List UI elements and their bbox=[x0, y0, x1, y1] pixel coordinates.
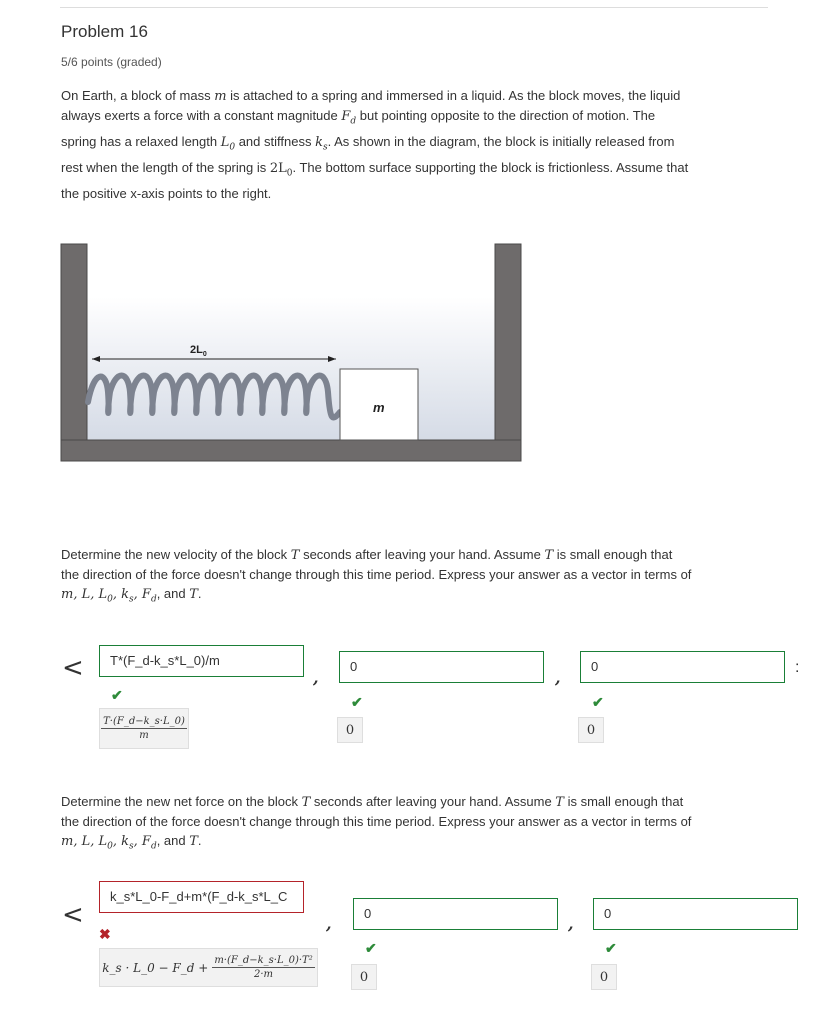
force-z-input[interactable]: 0 bbox=[593, 898, 798, 930]
tank-right-wall bbox=[495, 244, 521, 460]
velocity-x-input[interactable]: T*(F_d-k_s*L_0)/m bbox=[99, 645, 304, 677]
overflow-colon: : bbox=[795, 659, 800, 676]
length-label: $2L_0$ bbox=[190, 344, 207, 358]
force-z-preview: 0 bbox=[591, 964, 617, 990]
force-x-input[interactable]: k_s*L_0-F_d+m*(F_d-k_s*L_C bbox=[99, 881, 304, 913]
comma: , bbox=[326, 914, 332, 933]
question-velocity-text: Determine the new velocity of the block T seconds after leaving your hand. Assume T is small enough that the direction of the force doesn't change through this time period. Express your answer as a vector in terms of m, L, $L_0$, $k_s$, $F_d$, and T. bbox=[61, 547, 692, 605]
comma: , bbox=[313, 668, 319, 687]
problem-title: Problem 16 bbox=[61, 22, 148, 41]
correct-check-icon: ✔ bbox=[351, 694, 363, 710]
spring-block-diagram bbox=[60, 242, 522, 464]
vector-open-bracket: < bbox=[62, 653, 84, 683]
correct-check-icon: ✔ bbox=[605, 940, 617, 956]
incorrect-x-icon: ✖ bbox=[99, 926, 111, 942]
correct-check-icon: ✔ bbox=[592, 694, 604, 710]
force-y-preview: 0 bbox=[351, 964, 377, 990]
tank-left-wall bbox=[61, 244, 87, 460]
mass-label: m bbox=[373, 400, 385, 415]
problem-statement: On Earth, a block of mass m is attached to a spring and immersed in a liquid. As the block moves, the liquid always exerts a force with a constant magnitude $F_d$ but pointing opposite to the direction of motion. The spring has a relaxed length $L_0$ and stiffness $k_s$. As shown in the diagram, the block is initially released from rest when the length of the spring is $2L_0$. The bottom surface supporting the block is frictionless. Assume that the positive x-axis points to the right. bbox=[61, 88, 689, 201]
velocity-x-preview: $\frac{T\cdot(F\_d-k\_s\cdot L\_0)}{m}$ bbox=[99, 708, 189, 749]
velocity-y-input[interactable]: 0 bbox=[339, 651, 544, 683]
correct-check-icon: ✔ bbox=[111, 687, 123, 703]
tank-floor bbox=[61, 440, 521, 461]
velocity-z-preview: 0 bbox=[578, 717, 604, 743]
liquid bbox=[87, 297, 495, 440]
points-status: 5/6 points (graded) bbox=[61, 55, 162, 69]
vector-open-bracket: < bbox=[62, 900, 84, 930]
comma: , bbox=[555, 668, 561, 687]
force-y-input[interactable]: 0 bbox=[353, 898, 558, 930]
comma: , bbox=[568, 914, 574, 933]
force-x-preview: k_s · L_0 − F_d + $\frac{\text{m·(F\_d−k\_s·L\_0)·T²}}{2\cdot m}$ bbox=[99, 948, 318, 987]
correct-check-icon: ✔ bbox=[365, 940, 377, 956]
velocity-z-input[interactable]: 0 bbox=[580, 651, 785, 683]
question-force-text: Determine the new net force on the block T seconds after leaving your hand. Assume T is small enough that the direction of the force doesn't change through this time period. Express your answer as a vector in terms of m, L, $L_0$, $k_s$, $F_d$, and T. bbox=[61, 794, 692, 852]
velocity-y-preview: 0 bbox=[337, 717, 363, 743]
top-divider bbox=[60, 7, 768, 8]
